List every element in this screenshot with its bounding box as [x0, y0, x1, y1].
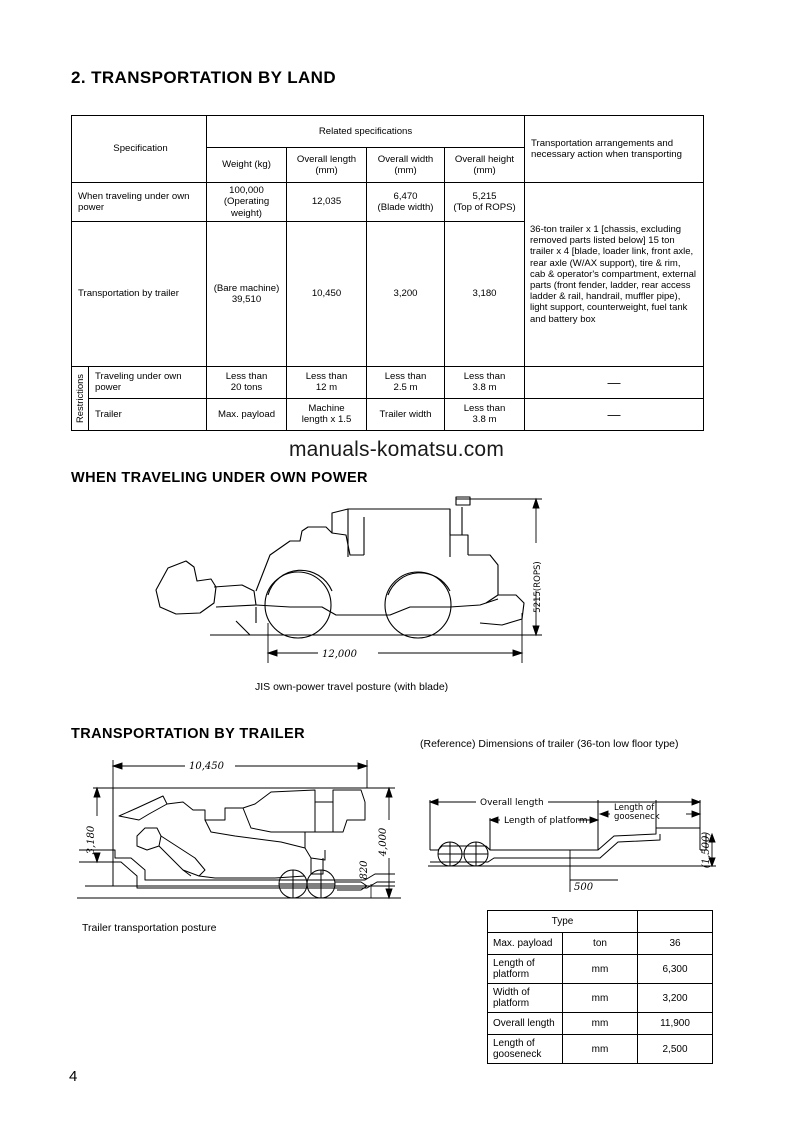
restriction-width-trailer: Trailer width [367, 398, 445, 430]
header-overall-height-line2: (mm) [473, 165, 496, 176]
trailer-table-type-label: Type [488, 911, 638, 933]
trailer-row-name-width-of-platform: Width of platform [488, 984, 563, 1013]
restrictions-vertical-label-text: Restrictions [74, 373, 86, 423]
figure-reference-trailer-dimensions [428, 788, 718, 905]
header-overall-width [367, 148, 445, 183]
header-weight: Weight (kg) [207, 148, 287, 183]
restriction-height-own-power [445, 366, 525, 398]
table-row-restriction [72, 366, 704, 398]
trailer-row-unit-length-of-platform: mm [563, 955, 638, 984]
restriction-label-trailer: Trailer [89, 398, 207, 430]
trailer-row-value-overall-length: 11,900 [638, 1013, 713, 1035]
trailer-specification-table [487, 910, 713, 1064]
cell-width-trailer: 3,200 [367, 221, 445, 366]
label-length-of-gooseneck-line1: Length of [614, 803, 655, 813]
trailer-table-header-row [488, 911, 713, 933]
cell-weight-trailer [207, 221, 287, 366]
dimension-trailer-overall-10450: 10,450 [189, 761, 224, 772]
cell-length-own-power: 12,035 [287, 183, 367, 222]
cell-length-trailer: 10,450 [287, 221, 367, 366]
header-related-specifications: Related specifications [207, 116, 525, 148]
heading-transportation-by-trailer: TRANSPORTATION BY TRAILER [71, 726, 305, 742]
header-overall-length-line1: Overall length [296, 153, 357, 165]
trailer-row-value-width-of-platform: 3,200 [638, 984, 713, 1013]
cell-weight-trailer-note: (Bare machine) [213, 282, 280, 294]
restriction-label-own-power: Traveling under own power [89, 366, 207, 398]
cell-weight-trailer-value: 39,510 [231, 293, 262, 305]
reference-note-trailer-dimensions: (Reference) Dimensions of trailer (36-ton low floor type) [420, 738, 679, 750]
trailer-row-name-length-of-platform: Length of platform [488, 955, 563, 984]
dimension-deck-height-820: 820 [359, 860, 370, 880]
restriction-weight-own-power-l2: 20 tons [230, 382, 263, 394]
cell-arrangements-trailer: 36-ton trailer x 1 [chassis, excluding removed parts listed below] 15 ton trailer x 4 [blade, loader link, front axle, rear axle (W/AX support), tire & rim, cab & operator's compartment, external parts (front fender, ladder, rear access ladder & rail, handrail, muffler pipe), light support, counterweight, fuel tank and battery box [525, 183, 704, 367]
dimension-trailer-total-height-4000: 4,000 [378, 827, 389, 857]
trailer-row-name-max-payload: Max. payload [488, 933, 563, 955]
header-overall-width-line2: (mm) [394, 165, 417, 176]
specification-table [71, 115, 704, 431]
row-label-trailer: Transportation by trailer [72, 221, 207, 366]
cell-weight-own-power [207, 183, 287, 222]
trailer-table-type-value [638, 911, 713, 933]
heading-when-traveling-under-own-power: WHEN TRAVELING UNDER OWN POWER [71, 470, 368, 486]
table-row [488, 933, 713, 955]
cell-weight-own-power-value: 100,000 [229, 185, 264, 196]
cell-weight-own-power-note: (Operating weight) [223, 196, 270, 219]
restriction-width-own-power [367, 366, 445, 398]
header-overall-length-line2: (mm) [315, 165, 338, 176]
trailer-row-unit-max-payload: ton [563, 933, 638, 955]
table-row [488, 955, 713, 984]
header-specification: Specification [72, 116, 207, 183]
table-row [72, 183, 704, 222]
cell-width-own-power-note: (Blade width) [377, 201, 434, 213]
restrictions-vertical-label [72, 366, 89, 430]
restriction-weight-trailer: Max. payload [207, 398, 287, 430]
trailer-row-name-length-of-gooseneck: Length of gooseneck [488, 1035, 563, 1064]
restriction-length-trailer [287, 398, 367, 430]
restriction-length-own-power [287, 366, 367, 398]
cell-width-own-power [367, 183, 445, 222]
restriction-height-own-power-l1: Less than [463, 371, 506, 383]
label-overall-length: Overall length [480, 798, 544, 808]
cell-height-own-power-value: 5,215 [472, 190, 497, 202]
row-label-own-power: When traveling under own power [72, 183, 207, 222]
caption-trailer-transportation-posture: Trailer transportation posture [82, 922, 217, 934]
restriction-arrangements-own-power: — [525, 366, 704, 398]
restriction-height-own-power-l2: 3.8 m [472, 382, 497, 394]
restriction-weight-own-power-l1: Less than [225, 371, 268, 383]
dozer-side-view-drawing [150, 495, 570, 670]
header-overall-width-line1: Overall width [377, 153, 434, 165]
label-length-of-gooseneck-line2: gooseneck [614, 812, 660, 822]
page-number: 4 [69, 1068, 78, 1085]
table-row [488, 1013, 713, 1035]
header-overall-length [287, 148, 367, 183]
trailer-row-value-max-payload: 36 [638, 933, 713, 955]
cell-height-own-power-note: (Top of ROPS) [453, 201, 516, 213]
restriction-height-trailer [445, 398, 525, 430]
restriction-weight-own-power [207, 366, 287, 398]
trailer-row-unit-overall-length: mm [563, 1013, 638, 1035]
header-overall-height [445, 148, 525, 183]
restriction-length-trailer-l1: Machine [308, 403, 345, 415]
trailer-row-unit-length-of-gooseneck: mm [563, 1035, 638, 1064]
dimension-overall-length-12000: 12,000 [322, 649, 357, 660]
cell-height-trailer: 3,180 [445, 221, 525, 366]
table-header-row-1 [72, 116, 704, 148]
table-row [488, 1035, 713, 1064]
restriction-width-own-power-l2: 2.5 m [393, 382, 418, 394]
trailer-row-unit-width-of-platform: mm [563, 984, 638, 1013]
dimension-height-rops: 5215(ROPS) [533, 561, 543, 613]
restriction-width-own-power-l1: Less than [384, 371, 427, 383]
figure-own-power-travel-posture [150, 495, 570, 675]
table-row [488, 984, 713, 1013]
restriction-height-trailer-l2: 3.8 m [472, 414, 497, 426]
restriction-length-trailer-l2: length x 1.5 [301, 414, 352, 426]
restriction-length-own-power-l2: 12 m [315, 382, 338, 394]
cell-height-own-power [445, 183, 525, 222]
restriction-arrangements-trailer: — [525, 398, 704, 430]
dimension-gooseneck-height: (1,500) [701, 831, 712, 869]
trailer-row-value-length-of-gooseneck: 2,500 [638, 1035, 713, 1064]
machine-on-trailer-drawing [75, 758, 405, 913]
table-row-restriction [72, 398, 704, 430]
page-title: 2. TRANSPORTATION BY LAND [71, 68, 337, 87]
trailer-row-name-overall-length: Overall length [488, 1013, 563, 1035]
dimension-trailer-height-3180: 3,180 [86, 825, 97, 855]
restriction-length-own-power-l1: Less than [305, 371, 348, 383]
label-length-of-platform: Length of platform [504, 816, 588, 826]
watermark: manuals-komatsu.com [288, 438, 505, 461]
trailer-row-value-length-of-platform: 6,300 [638, 955, 713, 984]
header-arrangements: Transportation arrangements and necessary action when transporting [525, 116, 704, 183]
restriction-height-trailer-l1: Less than [463, 403, 506, 415]
dimension-500: 500 [574, 882, 594, 893]
caption-jis-own-power-travel-posture: JIS own-power travel posture (with blade) [255, 681, 449, 693]
figure-trailer-transportation-posture [75, 758, 405, 918]
header-overall-height-line1: Overall height [454, 153, 515, 165]
cell-width-own-power-value: 6,470 [393, 190, 418, 202]
trailer-outline-drawing [428, 788, 718, 900]
